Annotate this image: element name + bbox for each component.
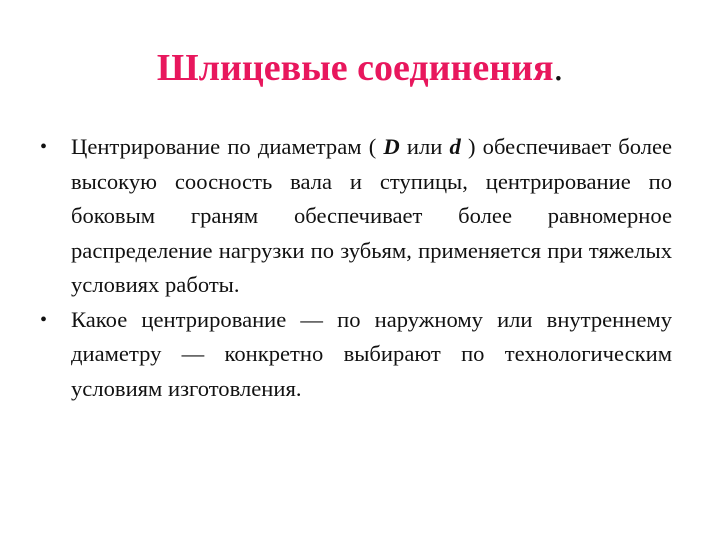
symbol-inner-diameter-d: d: [449, 134, 461, 159]
slide-title-dot: .: [553, 47, 564, 89]
slide-title-text: Шлицевые соединения: [156, 47, 554, 89]
bullet-text-or: или: [406, 134, 443, 159]
bullet-mark: •: [40, 308, 48, 331]
bullet-text-lead: Центрирование по диаметрам (: [71, 134, 377, 159]
bullet-text-body: обеспечивает более высокую соосность вала и ступицы, центрирование по боковым граням обеспечивает более равномерное распределение нагрузки по зубьям, применяется при тяжелых условиях работы.: [71, 134, 673, 297]
bullet-item-centering-choice: [40, 303, 672, 407]
slide-title: [0, 44, 720, 92]
bullet-item-centering-diameters: [40, 130, 672, 303]
bullet-mark: •: [40, 136, 48, 158]
bullet-text-close-paren: ): [467, 134, 476, 159]
bullet-text: Какое центрирование — по наружному или внутреннему диаметру — конкретно выбирают по технологическим условиям изготовления.: [71, 306, 672, 401]
symbol-outer-diameter-D: D: [383, 134, 400, 159]
bullet-list: [40, 130, 672, 406]
